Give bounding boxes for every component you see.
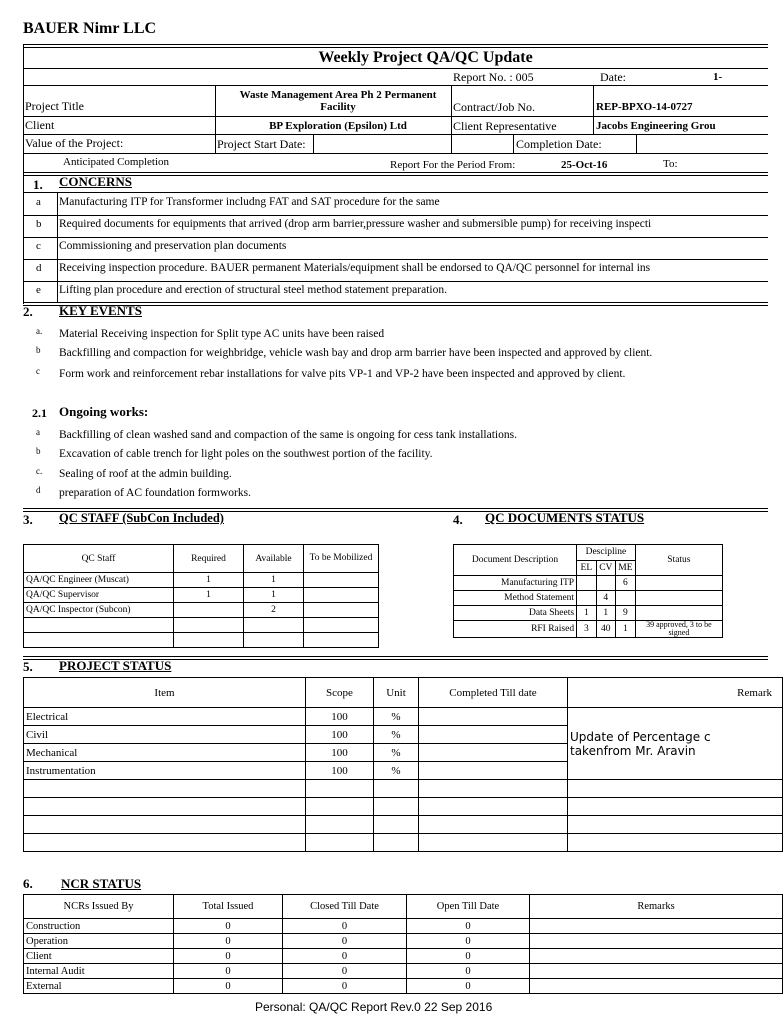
table-cell: 39 approved, 3 to be signed	[635, 621, 722, 638]
ongoing-item: preparation of AC foundation formworks.	[59, 487, 251, 499]
project-title-value: Waste Management Area Ph 2 Permanent Facility	[239, 89, 437, 113]
table-cell: 100	[306, 708, 374, 726]
table-cell	[419, 708, 568, 726]
table-cell: 0	[407, 979, 530, 994]
table-cell	[304, 573, 379, 588]
divider	[57, 192, 58, 302]
table-cell	[244, 618, 304, 633]
report-sheet	[23, 44, 772, 1024]
table-cell: %	[374, 762, 419, 780]
section-number: 6.	[23, 876, 33, 891]
table-cell	[568, 798, 783, 816]
table-cell: 1	[174, 588, 244, 603]
table-cell	[577, 576, 596, 591]
column-header: Unit	[374, 678, 419, 708]
table-cell	[530, 949, 783, 964]
table-cell: Instrumentation	[24, 762, 306, 780]
column-header: Descipline	[577, 545, 636, 561]
table-cell	[24, 798, 306, 816]
section-title-concerns: CONCERNS	[59, 174, 132, 189]
column-header: To be Mobilized	[304, 545, 379, 573]
contract-label: Contract/Job No.	[453, 100, 535, 114]
section-number: 3.	[23, 512, 33, 527]
key-event-item: Material Receiving inspection for Split type AC units have been raised	[59, 328, 385, 340]
column-header: Required	[174, 545, 244, 573]
table-cell: 0	[407, 919, 530, 934]
table-row	[454, 591, 723, 606]
client-rep-label: Client Representative	[453, 119, 557, 133]
table-cell	[304, 588, 379, 603]
table-row	[24, 816, 783, 834]
table-row	[24, 633, 379, 648]
footer-text: Personal: QA/QC Report Rev.0 22 Sep 2016	[255, 1000, 493, 1014]
item-letter: b	[36, 446, 41, 456]
divider	[23, 44, 768, 48]
concern-item: Lifting plan procedure and erection of structural steel method statement preparation.	[59, 284, 447, 296]
concern-item: Commissioning and preservation plan documents	[59, 240, 287, 252]
table-row	[24, 618, 379, 633]
column-header: Available	[244, 545, 304, 573]
table-cell	[174, 603, 244, 618]
table-cell: QA/QC Engineer (Muscat)	[24, 573, 174, 588]
item-letter: e	[36, 284, 41, 296]
table-cell: 2	[244, 603, 304, 618]
table-cell	[635, 576, 722, 591]
table-row	[24, 949, 783, 964]
table-cell: 0	[407, 934, 530, 949]
column-header: EL	[577, 560, 596, 576]
table-cell	[419, 798, 568, 816]
table-cell	[174, 618, 244, 633]
column-header: Remarks	[530, 895, 783, 919]
key-event-item: Backfilling and compaction for weighbridge, vehicle wash bay and drop arm barrier have been inspected and approved by client.	[59, 347, 653, 359]
table-cell	[306, 780, 374, 798]
table-cell: 0	[283, 949, 407, 964]
divider	[636, 134, 637, 153]
table-cell: 9	[616, 606, 636, 621]
divider	[23, 172, 768, 176]
table-row	[24, 979, 783, 994]
table-cell: RFI Raised	[454, 621, 577, 638]
table-cell	[616, 591, 636, 606]
item-letter: a	[36, 427, 40, 437]
table-cell: QA/QC Inspector (Subcon)	[24, 603, 174, 618]
value-label: Value of the Project:	[25, 136, 124, 150]
table-cell: 0	[407, 964, 530, 979]
table-cell: Client	[24, 949, 174, 964]
table-cell: Internal Audit	[24, 964, 174, 979]
table-cell	[304, 633, 379, 648]
remark-cell	[568, 708, 783, 780]
table-cell	[530, 934, 783, 949]
column-header: NCRs Issued By	[24, 895, 174, 919]
item-letter: c	[36, 366, 40, 376]
item-letter: c.	[36, 466, 43, 476]
table-cell: 100	[306, 744, 374, 762]
table-cell	[24, 834, 306, 852]
table-cell	[568, 816, 783, 834]
table-row	[454, 576, 723, 591]
divider	[23, 237, 768, 238]
table-cell	[374, 834, 419, 852]
key-event-item: Form work and reinforcement rebar installations for valve pits VP-1 and VP-2 have been inspected and approved by client.	[59, 368, 626, 380]
column-header: Remark	[568, 678, 783, 708]
column-header: QC Staff	[24, 545, 174, 573]
table-cell	[374, 780, 419, 798]
concern-item: Receiving inspection procedure. BAUER permanent Materials/equipment shall be endorsed to QA/QC personnel for internal ins	[59, 262, 651, 274]
anticipated-label: Anticipated Completion	[63, 156, 170, 168]
table-row	[24, 798, 783, 816]
table-cell: 0	[407, 949, 530, 964]
column-header: Scope	[306, 678, 374, 708]
table-cell	[306, 834, 374, 852]
table-cell	[24, 633, 174, 648]
concern-item: Required documents for equipments that arrived (drop arm barrier,pressure washer and submersible pump) for receiving inspecti	[59, 218, 652, 230]
table-cell: Construction	[24, 919, 174, 934]
table-cell	[577, 591, 596, 606]
table-cell	[419, 780, 568, 798]
qc-staff-table	[23, 544, 379, 648]
table-cell: 100	[306, 762, 374, 780]
table-cell: 0	[283, 934, 407, 949]
divider	[23, 281, 768, 282]
table-cell	[635, 606, 722, 621]
table-cell: Data Sheets	[454, 606, 577, 621]
table-cell: Manufacturing ITP	[454, 576, 577, 591]
item-letter: c	[36, 240, 41, 252]
divider	[215, 85, 216, 153]
remark-line: Update of Percentage c	[570, 729, 711, 744]
divider	[23, 85, 768, 86]
table-cell	[304, 603, 379, 618]
section-title-qc-docs: QC DOCUMENTS STATUS	[485, 510, 645, 525]
column-header: CV	[596, 560, 615, 576]
item-letter: d	[36, 485, 41, 495]
table-row	[24, 934, 783, 949]
client-value: BP Exploration (Epsilon) Ltd	[269, 120, 407, 132]
item-letter: b	[36, 218, 42, 230]
concern-item: Manufacturing ITP for Transformer includng FAT and SAT procedure for the same	[59, 196, 440, 208]
item-letter: d	[36, 262, 42, 274]
divider	[23, 192, 768, 193]
table-cell: 1	[577, 606, 596, 621]
divider	[23, 134, 768, 135]
section-number: 2.	[23, 304, 33, 319]
table-cell: %	[374, 708, 419, 726]
table-cell	[530, 979, 783, 994]
table-cell	[374, 816, 419, 834]
column-header: Closed Till Date	[283, 895, 407, 919]
project-title-label: Project Title	[25, 99, 85, 113]
table-cell: %	[374, 744, 419, 762]
table-cell	[530, 919, 783, 934]
report-title: Weekly Project QA/QC Update	[318, 49, 533, 66]
table-cell	[568, 834, 783, 852]
divider	[313, 134, 314, 153]
project-status-table	[23, 677, 783, 852]
item-letter: a.	[36, 326, 43, 336]
table-cell	[306, 798, 374, 816]
table-cell: QA/QC Supervisor	[24, 588, 174, 603]
table-cell: Civil	[24, 726, 306, 744]
section-title-ongoing: Ongoing works:	[59, 404, 149, 419]
period-label: Report For the Period From:	[390, 159, 516, 171]
column-header: Total Issued	[174, 895, 283, 919]
divider	[593, 85, 594, 135]
section-number: 2.1	[32, 406, 47, 420]
table-cell: %	[374, 726, 419, 744]
divider	[23, 68, 768, 69]
column-header: Completed Till date	[419, 678, 568, 708]
table-cell: External	[24, 979, 174, 994]
table-cell	[419, 816, 568, 834]
table-cell: 0	[174, 949, 283, 964]
table-cell: 100	[306, 726, 374, 744]
table-cell	[24, 780, 306, 798]
to-label: To:	[663, 158, 678, 170]
table-cell	[24, 618, 174, 633]
table-row	[24, 708, 783, 726]
table-cell	[304, 618, 379, 633]
table-row	[24, 964, 783, 979]
table-cell	[419, 744, 568, 762]
client-rep-value: Jacobs Engineering Grou	[596, 120, 716, 132]
date-value: 1-	[713, 71, 723, 83]
table-cell: 40	[596, 621, 615, 638]
table-cell: 0	[174, 919, 283, 934]
table-cell: 0	[174, 964, 283, 979]
client-label: Client	[25, 118, 55, 132]
table-cell	[306, 816, 374, 834]
column-header: Open Till Date	[407, 895, 530, 919]
table-cell	[596, 576, 615, 591]
ongoing-item: Backfilling of clean washed sand and compaction of the same is ongoing for cess tank installations.	[59, 429, 517, 441]
column-header: Document Description	[454, 545, 577, 576]
table-cell	[419, 762, 568, 780]
table-cell	[24, 816, 306, 834]
table-cell: 1	[244, 573, 304, 588]
table-row	[24, 603, 379, 618]
table-cell: 1	[244, 588, 304, 603]
qc-docs-table	[453, 544, 723, 638]
section-number: 5.	[23, 659, 33, 674]
table-cell: 0	[174, 934, 283, 949]
table-cell: 3	[577, 621, 596, 638]
divider	[23, 215, 768, 216]
ongoing-item: Excavation of cable trench for light poles on the southwest portion of the facility.	[59, 448, 433, 460]
table-cell: Electrical	[24, 708, 306, 726]
table-row	[24, 780, 783, 798]
contract-value: REP-BPXO-14-0727	[596, 101, 693, 113]
section-title-project-status: PROJECT STATUS	[59, 658, 172, 673]
section-title-key-events: KEY EVENTS	[59, 303, 142, 318]
table-row	[454, 621, 723, 638]
divider	[23, 259, 768, 260]
table-cell: 4	[596, 591, 615, 606]
section-title-qc-staff: QC STAFF (SubCon Included)	[59, 511, 224, 525]
table-row	[24, 834, 783, 852]
date-label: Date:	[600, 70, 626, 84]
table-cell: 1	[596, 606, 615, 621]
section-title-ncr: NCR STATUS	[61, 876, 142, 891]
table-row	[24, 573, 379, 588]
table-cell: 0	[283, 919, 407, 934]
table-cell	[635, 591, 722, 606]
period-from: 25-Oct-16	[561, 159, 608, 171]
table-cell	[244, 633, 304, 648]
item-letter: a	[36, 196, 41, 208]
remark-line: takenfrom Mr. Aravin	[570, 743, 696, 758]
item-letter: b	[36, 345, 41, 355]
table-cell: Operation	[24, 934, 174, 949]
table-cell	[174, 633, 244, 648]
report-no: Report No. : 005	[453, 70, 534, 84]
table-cell	[374, 798, 419, 816]
ongoing-item: Sealing of roof at the admin building.	[59, 468, 232, 480]
table-cell	[419, 834, 568, 852]
divider	[513, 134, 514, 153]
divider	[23, 153, 768, 154]
table-cell: 0	[283, 964, 407, 979]
table-cell	[419, 726, 568, 744]
table-cell	[530, 964, 783, 979]
table-cell: Mechanical	[24, 744, 306, 762]
table-cell: 0	[283, 979, 407, 994]
table-row	[454, 606, 723, 621]
table-cell	[568, 780, 783, 798]
table-cell: 1	[616, 621, 636, 638]
column-header: ME	[616, 560, 636, 576]
table-row	[24, 919, 783, 934]
section-number: 1.	[33, 177, 43, 192]
start-date-label: Project Start Date:	[217, 137, 306, 151]
company-name: BAUER Nimr LLC	[23, 20, 157, 37]
table-row	[24, 588, 379, 603]
column-header: Item	[24, 678, 306, 708]
table-cell: 6	[616, 576, 636, 591]
table-cell: Method Statement	[454, 591, 577, 606]
divider	[451, 85, 452, 153]
ncr-table	[23, 894, 783, 994]
column-header: Status	[635, 545, 722, 576]
table-cell: 0	[174, 979, 283, 994]
table-cell: 1	[174, 573, 244, 588]
section-number: 4.	[453, 512, 463, 527]
completion-label: Completion Date:	[516, 137, 602, 151]
divider	[23, 116, 768, 117]
